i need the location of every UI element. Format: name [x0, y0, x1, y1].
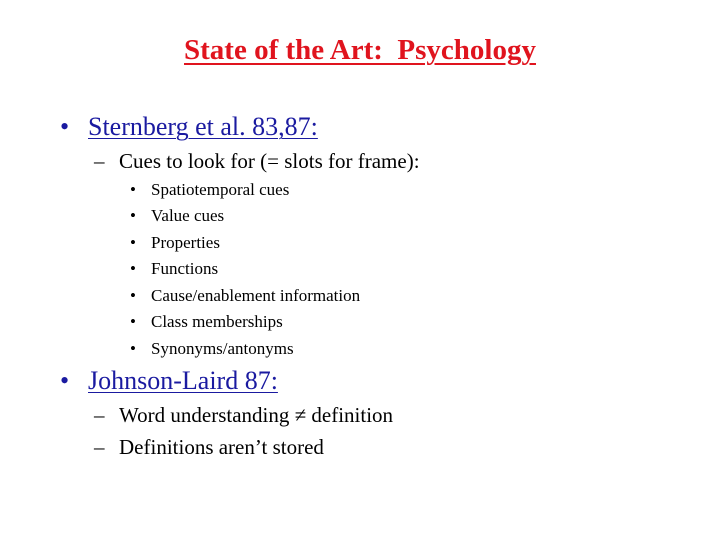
slide-title: State of the Art: Psychology: [184, 34, 536, 66]
list-item: [130, 312, 283, 332]
list-item: [130, 206, 224, 226]
bullet-icon: •: [130, 312, 136, 331]
bullet-sternberg: [60, 112, 318, 142]
list-item: [130, 339, 294, 359]
list-item: [130, 180, 289, 200]
dash-icon: –: [94, 435, 105, 459]
subpoint-definitions: [94, 435, 324, 460]
bullet-johnson-laird-text[interactable]: Johnson-Laird 87:: [88, 366, 278, 395]
subpoint-word-understanding: [94, 403, 393, 428]
subpoint-cues: [94, 149, 420, 174]
list-item: [130, 259, 218, 279]
subpoint-word-understanding-text: Word understanding ≠ definition: [119, 403, 394, 427]
bullet-icon: •: [130, 180, 136, 199]
bullet-icon: •: [60, 112, 70, 141]
list-item-text: Spatiotemporal cues: [151, 180, 290, 199]
dash-icon: –: [94, 149, 105, 173]
dash-icon: –: [94, 403, 105, 427]
subpoint-cues-text: Cues to look for (= slots for frame):: [119, 149, 420, 173]
bullet-sternberg-text[interactable]: Sternberg et al. 83,87:: [88, 112, 318, 141]
bullet-icon: •: [60, 366, 70, 395]
bullet-johnson-laird: [60, 366, 278, 396]
subpoint-definitions-text: Definitions aren’t stored: [119, 435, 324, 459]
list-item-text: Class memberships: [151, 312, 283, 331]
bullet-icon: •: [130, 339, 136, 358]
list-item-text: Synonyms/antonyms: [151, 339, 294, 358]
bullet-icon: •: [130, 286, 136, 305]
bullet-icon: •: [130, 259, 136, 278]
list-item-text: Value cues: [151, 206, 225, 225]
list-item-text: Properties: [151, 233, 220, 252]
list-item: [130, 286, 360, 306]
bullet-icon: •: [130, 206, 136, 225]
list-item-text: Cause/enablement information: [151, 286, 361, 305]
bullet-icon: •: [130, 233, 136, 252]
list-item-text: Functions: [151, 259, 219, 278]
list-item: [130, 233, 220, 253]
